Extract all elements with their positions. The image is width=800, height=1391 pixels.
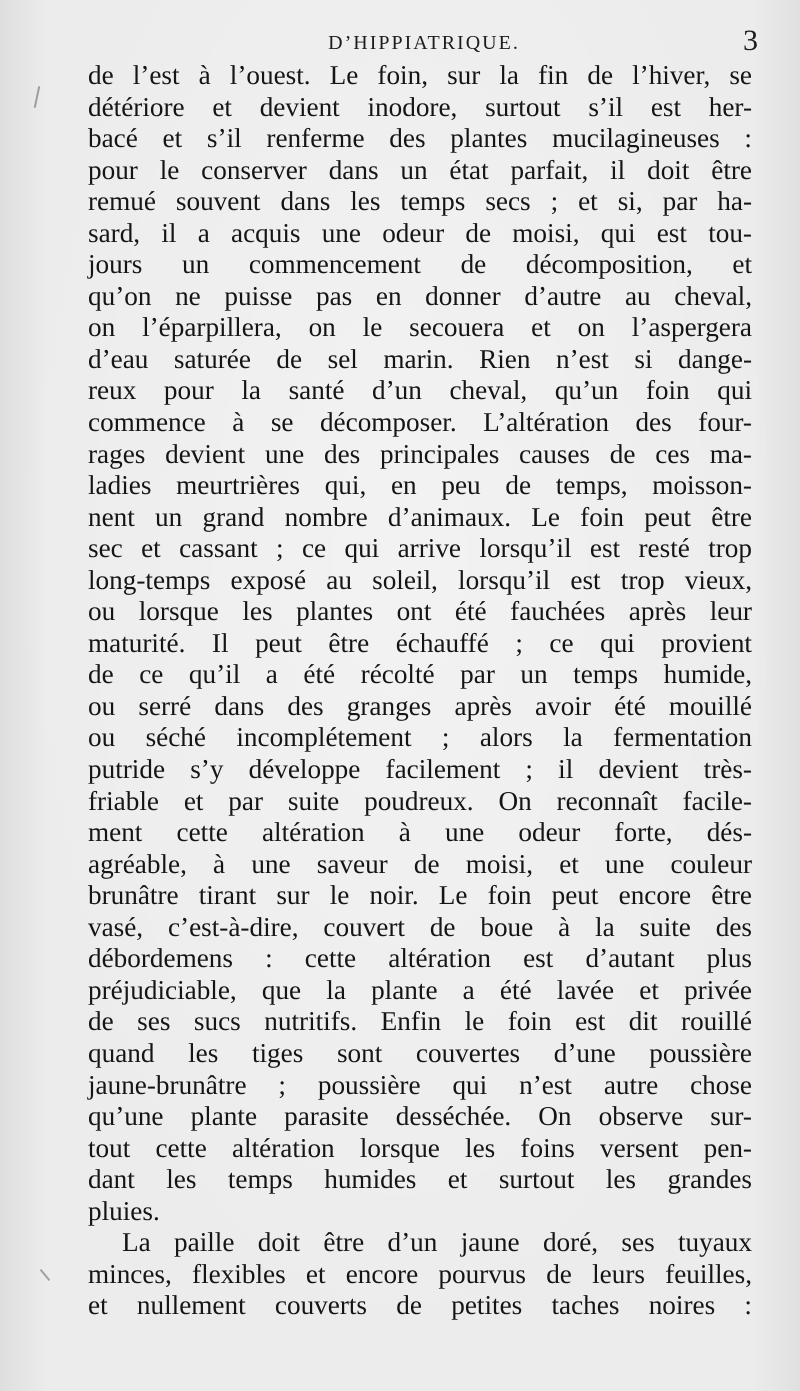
text-line: reux pour la santé d’un cheval, qu’un foin qui: [88, 375, 752, 406]
text-line: de ses sucs nutritifs. Enfin le foin est dit rouillé: [88, 1006, 752, 1037]
text-line: qu’on ne puisse pas en donner d’autre au cheval,: [88, 280, 752, 311]
text-line: préjudiciable, que la plante a été lavée et privée: [88, 974, 752, 1005]
text-line: pluies.: [88, 1195, 160, 1226]
text-line: nent un grand nombre d’animaux. Le foin peut être: [88, 501, 752, 532]
text-line: bacé et s’il renferme des plantes mucilagineuses :: [88, 123, 752, 154]
text-line: ou séché incomplétement ; alors la fermentation: [88, 722, 752, 753]
margin-mark: [40, 1269, 51, 1281]
margin-mark: [34, 86, 41, 108]
running-title: D’HIPPIATRIQUE.: [328, 32, 520, 54]
paragraph-2: [88, 1227, 752, 1322]
text-line: de ce qu’il a été récolté par un temps humide,: [88, 659, 752, 690]
text-line: remué souvent dans les temps secs ; et si, par ha-: [88, 186, 752, 217]
page-number: 3: [743, 24, 758, 57]
text-line: putride s’y développe facilement ; il devient très-: [88, 754, 752, 785]
text-line: détériore et devient inodore, surtout s’il est her-: [88, 91, 752, 122]
text-line: commence à se décomposer. L’altération des four-: [88, 407, 752, 438]
text-line: ment cette altération à une odeur forte, dés-: [88, 817, 752, 848]
text-line: maturité. Il peut être échauffé ; ce qui provient: [88, 627, 752, 658]
paragraph-1: [88, 60, 752, 1227]
text-line: La paille doit être d’un jaune doré, ses tuyaux: [122, 1227, 752, 1258]
text-line: débordemens : cette altération est d’autant plus: [88, 943, 752, 974]
text-line: rages devient une des principales causes de ces ma-: [88, 438, 752, 469]
text-line: long-temps exposé au soleil, lorsqu’il est trop vieux,: [88, 564, 752, 595]
text-line: de l’est à l’ouest. Le foin, sur la fin de l’hiver, se: [88, 60, 752, 90]
text-line: et nullement couverts de petites taches noires :: [88, 1290, 752, 1321]
text-line: on l’éparpillera, on le secouera et on l’aspergera: [88, 312, 752, 343]
text-line: qu’une plante parasite desséchée. On observe sur-: [88, 1101, 752, 1132]
text-line: vasé, c’est-à-dire, couvert de boue à la suite des: [88, 911, 752, 942]
text-line: d’eau saturée de sel marin. Rien n’est si dange-: [88, 343, 752, 374]
text-line: dant les temps humides et surtout les grandes: [88, 1164, 752, 1195]
text-line: ladies meurtrières qui, en peu de temps, moisson-: [88, 470, 752, 501]
text-line: friable et par suite poudreux. On reconnaît facile-: [88, 785, 752, 816]
text-line: agréable, à une saveur de moisi, et une couleur: [88, 848, 752, 879]
text-line: jaune-brunâtre ; poussière qui n’est autre chose: [88, 1069, 752, 1100]
text-line: sard, il a acquis une odeur de moisi, qui est tou-: [88, 217, 752, 248]
text-line: minces, flexibles et encore pourvus de leurs feuilles,: [88, 1258, 752, 1289]
text-line: brunâtre tirant sur le noir. Le foin peut encore être: [88, 880, 752, 911]
running-header: [88, 26, 760, 62]
text-line: tout cette altération lorsque les foins versent pen-: [88, 1132, 752, 1163]
text-line: quand les tiges sont couvertes d’une poussière: [88, 1037, 752, 1068]
text-line: jours un commencement de décomposition, et: [88, 249, 752, 280]
text-line: pour le conserver dans un état parfait, il doit être: [88, 154, 752, 185]
body-text: [88, 60, 752, 1322]
text-line: ou serré dans des granges après avoir été mouillé: [88, 690, 752, 721]
text-line: sec et cassant ; ce qui arrive lorsqu’il est resté trop: [88, 533, 752, 564]
text-line: ou lorsque les plantes ont été fauchées après leur: [88, 596, 752, 627]
